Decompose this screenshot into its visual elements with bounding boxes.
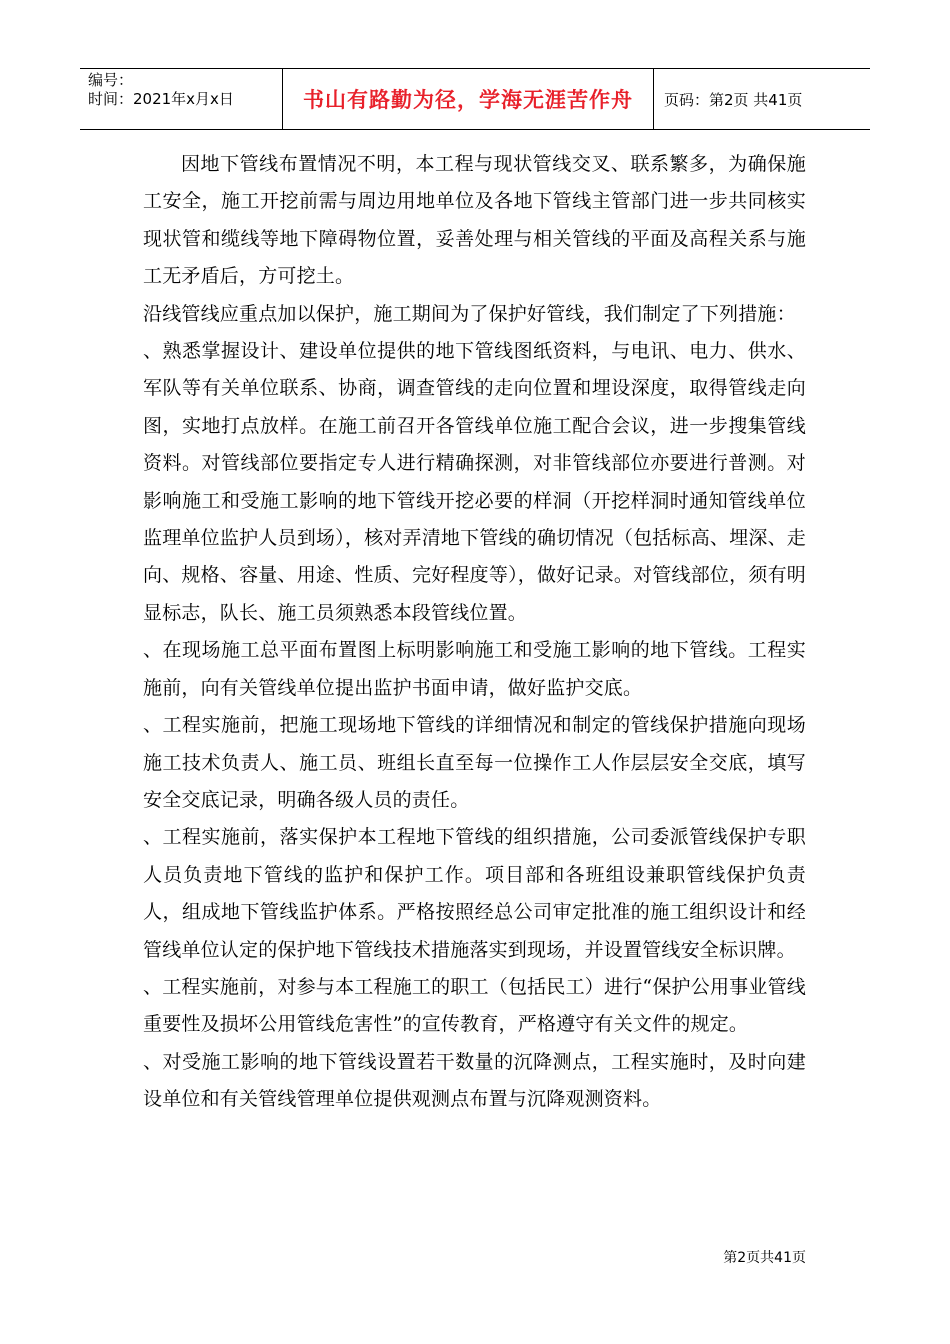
doc-time-label: 时间：2021年x月x日 bbox=[88, 90, 234, 108]
header-page-info: 页码：第2页 共41页 bbox=[664, 90, 803, 109]
doc-code-label: 编号： bbox=[88, 71, 134, 89]
paragraph: 、在现场施工总平面布置图上标明影响施工和受施工影响的地下管线。工程实施前，向有关管线单位提出监护书面申请，做好监护交底。 bbox=[143, 639, 806, 699]
paragraph: 沿线管线应重点加以保护，施工期间为了保护好管线，我们制定了下列措施： bbox=[143, 302, 796, 325]
paragraph: 、熟悉掌握设计、建设单位提供的地下管线图纸资料，与电讯、电力、供水、军队等有关单位联系、协商，调查管线的走向位置和埋设深度，取得管线走向图，实地打点放样。在施工前召开各管线单位施工配合会议，进一步搜集管线资料。对管线部位要指定专人进行精确探测，对非管线部位亦要进行普测。对影响施工和受施工影响的地下管线开挖必要的样洞（开挖样洞时通知管线单位监理单位监护人员到场），核对弄清地下管线的确切情况（包括标高、埋深、走向、规格、容量、用途、性质、完好程度等），做好记录。对管线部位，须有明显标志，队长、施工员须熟悉本段管线位置。 bbox=[143, 340, 806, 624]
header-meta bbox=[80, 69, 283, 129]
paragraph: 、工程实施前，对参与本工程施工的职工（包括民工）进行“保护公用事业管线重要性及损坏公用管线危害性”的宣传教育，严格遵守有关文件的规定。 bbox=[143, 975, 806, 1036]
paragraph: 、工程实施前，把施工现场地下管线的详细情况和制定的管线保护措施向现场施工技术负责人、施工员、班组长直至每一位操作工人作层层安全交底，填写安全交底记录，明确各级人员的责任。 bbox=[143, 714, 806, 811]
paragraph: 、对受施工影响的地下管线设置若干数量的沉降测点，工程实施时，及时向建设单位和有关管线管理单位提供观测点布置与沉降观测资料。 bbox=[143, 1050, 806, 1111]
document-body bbox=[143, 146, 806, 1119]
page-header bbox=[80, 68, 870, 130]
page-footer: 第2页共41页 bbox=[723, 1250, 806, 1266]
header-motto: 书山有路勤为径，学海无涯苦作舟 bbox=[283, 69, 654, 129]
paragraph: 因地下管线布置情况不明，本工程与现状管线交叉、联系繁多，为确保施工安全，施工开挖前需与周边用地单位及各地下管线主管部门进一步共同核实现状管和缆线等地下障碍物位置，妥善处理与相关管线的平面及高程关系与施工无矛盾后，方可挖土。 bbox=[143, 153, 806, 288]
paragraph: 、工程实施前，落实保护本工程地下管线的组织措施，公司委派管线保护专职人员负责地下管线的监护和保护工作。项目部和各班组设兼职管线保护负责人，组成地下管线监护体系。严格按照经总公司审定批准的施工组织设计和经管线单位认定的保护地下管线技术措施落实到现场，并设置管线安全标识牌。 bbox=[143, 826, 806, 961]
